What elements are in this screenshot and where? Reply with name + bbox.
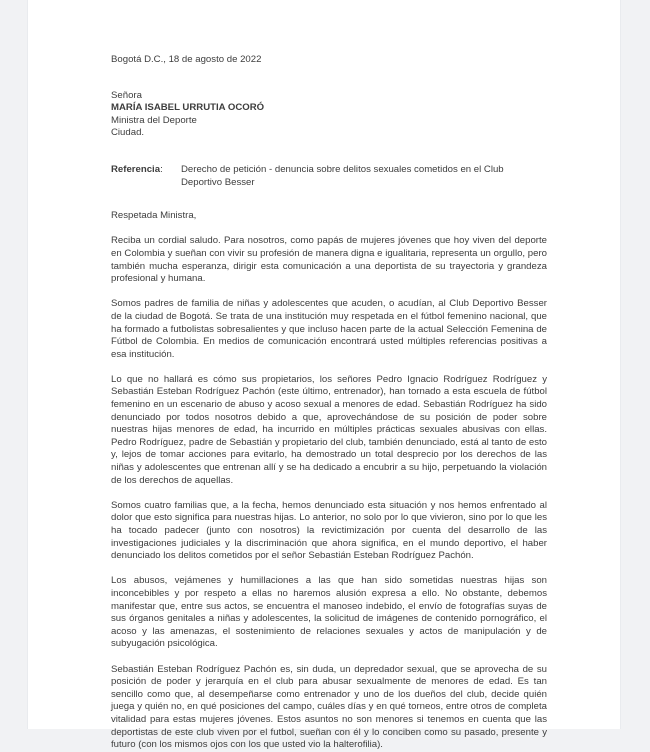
paragraph-5: Los abusos, vejámenes y humillaciones a las que han sido sometidas nuestras hijas son inconcebibles y por respeto a ellas no haremos alusión expresa a ello. No obstante, debemos manifestar que, entre sus actos, se encuentra el manoseo indebido, el envío de fotografías suyas de sus órganos genitales a niñas y adolescentes, la solicitud de imágenes de contenido pornográfico, el acoso y las amenazas, el sostenimiento de relaciones sexuales y actos de manipulación y de subyugación psicológica. xyxy=(111,575,547,650)
paragraph-2: Somos padres de familia de niñas y adolescentes que acuden, o acudían, al Club Deportivo Besser de la ciudad de Bogotá. Se trata de una institución muy respetada en el fútbol femenino nacional, que ha formado a futbolistas sobresalientes y que incluso hacen parte de la actual Selección Femenina de Fútbol de Colombia. En medios de comunicación encontrará usted múltiples referencias positivas a esa institución. xyxy=(111,298,547,360)
recipient-city: Ciudad. xyxy=(111,127,145,139)
paragraph-4: Somos cuatro familias que, a la fecha, hemos denunciado esta situación y nos hemos enfrentado al dolor que esto significa para nuestras hijas. Lo anterior, no solo por lo que vivieron, sino por lo que les ha tocado padecer (junto con nosotros) la revictimización por cuenta del desarrollo de las investigaciones judiciales y la discriminación que ahora significa, en el mundo deportivo, el haber denunciado los delitos cometidos por el señor Sebastián Esteban Rodríguez Pachón. xyxy=(111,499,547,562)
reference-separator: : xyxy=(160,163,163,175)
paragraph-6: Sebastián Esteban Rodríguez Pachón es, sin duda, un depredador sexual, que se aprovecha de su posición de poder y jerarquía en el club para abusar sexualmente de menores de edad. Es tan sencillo como que, al desempeñarse como entrenador y uno de los dueños del club, decide quién juega y quién no, en qué posiciones del campo, cuáles días y en qué torneos, entre otros de completa vitalidad para estas mujeres jóvenes. Estos asuntos no son menores si tenemos en cuenta que las deportistas de este club viven por el futbol, sueñan con él y lo conciben como su pasado, presente y futuro (con los mismos ojos con los que usted vio la halterofilia). xyxy=(111,663,547,751)
reference-block xyxy=(111,164,547,189)
letter-page xyxy=(27,0,621,751)
reference-label-text: Referencia xyxy=(111,163,161,175)
recipient-title: Ministra del Deporte xyxy=(111,114,197,126)
recipient-block xyxy=(111,90,547,140)
reference-label xyxy=(111,164,181,177)
recipient-salutation: Señora xyxy=(111,89,142,101)
recipient-name: MARÍA ISABEL URRUTIA OCORÓ xyxy=(111,102,265,114)
date-line: Bogotá D.C., 18 de agosto de 2022 xyxy=(111,54,262,65)
reference-text: Derecho de petición - denuncia sobre delitos sexuales cometidos en el Club Deportivo Besser xyxy=(181,163,504,188)
paragraph-1: Reciba un cordial saludo. Para nosotros, como papás de mujeres jóvenes que hoy viven del deporte en Colombia y sueñan con vivir su profesión de manera digna e igualitaria, representa un orgullo, pero también mucha esperanza, dirigir esta comunicación a una deportista de su trayectoria y grandeza profesional y humana. xyxy=(111,235,547,285)
paragraph-3: Lo que no hallará es cómo sus propietarios, los señores Pedro Ignacio Rodríguez Rodríguez y Sebastián Esteban Rodríguez Pachón (este último, entrenador), han tornado a esta escuela de fútbol femenino en un escenario de abuso y acoso sexual a menores de edad. Sebastián Rodríguez ha sido denunciado por todos nosotros debido a que, aprovechándose de su posición de poder sobre nuestras hijas menores de edad, ha incurrido en múltiples prácticas sexuales abusivas con ellas. Pedro Rodríguez, padre de Sebastián y propietario del club, también denunciado, está al tanto de esto y, lejos de tomar acciones para evitarlo, ha demostrado un total desprecio por los derechos de las niñas y adolescentes que entrenan allí y se ha dedicado a encubrir a su hijo, perpetuando la violación de los derechos de aquellas. xyxy=(111,373,547,486)
greeting: Respetada Ministra, xyxy=(111,210,197,222)
letter-body xyxy=(111,235,547,751)
